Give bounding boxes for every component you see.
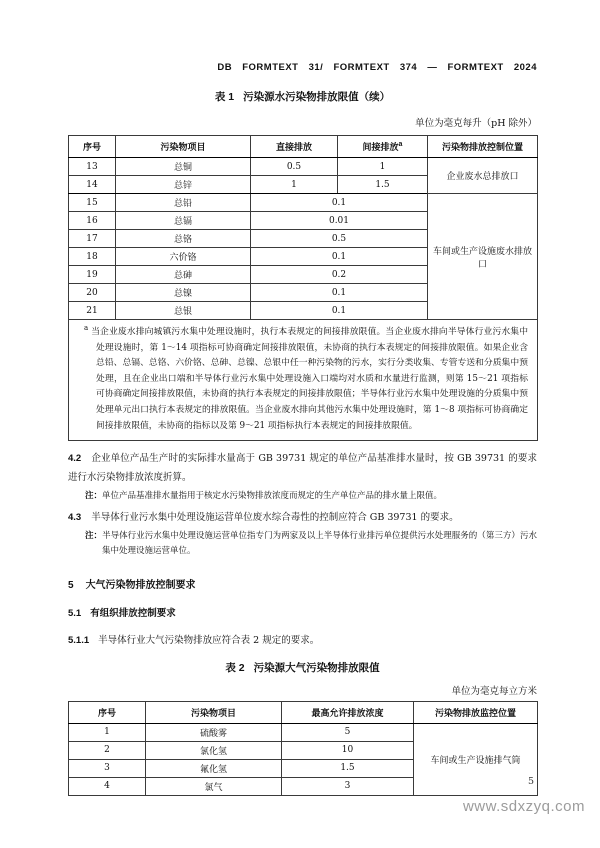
table1-footnote-row <box>69 320 538 441</box>
col-serial: 序号 <box>69 136 116 158</box>
table1-unit-note: 单位为毫克每升（pH 除外） <box>415 118 537 129</box>
location-group1-cell: 企业废水总排放口 <box>428 158 538 194</box>
clause-4-2-number: 4.2 <box>68 453 82 465</box>
col-max-concentration: 最高允许排放浓度 <box>282 701 414 723</box>
table1-water-pollutant-limits <box>68 135 538 441</box>
col-pollutant: 污染物项目 <box>116 136 251 158</box>
table-row: 2 氯化氢 10 <box>69 741 538 759</box>
table-row: 13 总铜 0.5 1 企业废水总排放口 <box>69 158 538 176</box>
table2-title <box>68 660 537 675</box>
table1-footnote: $^a$ 当企业废水排向城镇污水集中处理设施时，执行本表规定的间接排放限值。当企业废水排向半导体行业污水集中处理设施时，第 1～14 项指标可协商确定间接排放限值，未协商的执行本表规定的间接排放限值。如果企业含总铅、总镉、总铬、六价铬、总砷、总镍、总银中任一种污染物的污水，实行分类收集、专管专送和分质集中预处理，且在企业出口端和半导体行业污水集中处理设施入口端均对水质和水量进行监测，则第 15～21 项指标可协商确定间接排放限值，未协商的执行本表规定的间接排放限值；半导体行业污水集中处理设施的分质集中预处理单元出口执行本表规定的排放限值。当企业废水排向其他污水集中处理设施时，第 1～8 项指标可协商确定间接排放限值，未协商的指标以及第 9～21 项指标执行本表规定的间接排放限值。 <box>69 320 538 441</box>
table1-title-text: 污染源水污染物排放限值（续） <box>243 91 391 103</box>
col-monitor-location: 污染物排放监控位置 <box>414 701 538 723</box>
table-row: 21 总银 0.1 <box>69 302 538 320</box>
table2-header-row <box>69 701 538 723</box>
table2-title-prefix: 表 2 <box>225 661 245 674</box>
indirect-superscript: a <box>398 141 403 148</box>
clause-5-1-1 <box>68 631 537 650</box>
table1-header-row <box>69 136 538 158</box>
clause-5-1-1-text: 半导体行业大气污染物排放应符合表 2 规定的要求。 <box>98 634 320 646</box>
clause-4-3 <box>68 508 537 527</box>
table-row: 14 总锌 1 1.5 <box>69 176 538 194</box>
table1-title <box>68 89 537 104</box>
clause-4-2 <box>68 449 537 487</box>
monitor-location-cell: 车间或生产设施排气筒 <box>414 723 538 795</box>
table-row: 17 总铬 0.5 <box>69 230 538 248</box>
clause-4-3-number: 4.3 <box>68 511 82 523</box>
col-pollutant: 污染物项目 <box>146 701 282 723</box>
table-row: 3 氟化氢 1.5 <box>69 759 538 777</box>
table-row: 16 总镉 0.01 <box>69 212 538 230</box>
note-label: 注： <box>85 529 103 540</box>
table-row: 4 氯气 3 <box>69 777 538 795</box>
col-serial: 序号 <box>69 701 146 723</box>
note-label: 注： <box>85 490 103 501</box>
col-direct: 直接排放 <box>251 136 338 158</box>
table-row: 19 总砷 0.2 <box>69 266 538 284</box>
clause-4-3-note: 注：半导体行业污水集中处理设施运营单位指专门为两家及以上半导体行业排污单位提供污水处理服务的（第三方）污水集中处理设施运营单位。 <box>85 529 537 557</box>
section-5-1-heading: 5.1 有组织排放控制要求 <box>68 607 176 619</box>
section-5-heading: 5 大气污染物排放控制要求 <box>68 579 196 591</box>
table2-title-text: 污染源大气污染物排放限值 <box>253 661 380 674</box>
document-page <box>68 62 537 796</box>
table-row: 18 六价铬 0.1 <box>69 248 538 266</box>
clause-5-1-1-number: 5.1.1 <box>68 634 90 646</box>
table-row: 15 总铅 0.1 车间或生产设施废水排放口 <box>69 194 538 212</box>
table1-title-prefix: 表 1 <box>214 91 235 103</box>
table-row: 20 总镍 0.1 <box>69 284 538 302</box>
clause-4-2-text: 企业单位产品生产时的实际排水量高于 GB 39731 规定的单位产品基准排水量时，按 GB 39731 的要求进行水污染物排放浓度折算。 <box>68 453 537 484</box>
footnote-marker: a <box>84 324 89 333</box>
watermark-text: www.sdxzyq.com <box>462 798 585 815</box>
table2-unit-note: 单位为毫克每立方米 <box>451 685 537 697</box>
col-indirect: 间接排放$^a$ <box>338 136 428 158</box>
col-control-location: 污染物排放控制位置 <box>428 136 538 158</box>
location-group2-cell: 车间或生产设施废水排放口 <box>428 194 538 320</box>
standard-number-header: DB FORMTEXT 31/ FORMTEXT 374 — FORMTEXT 2024 <box>217 62 537 73</box>
clause-4-2-note: 注：单位产品基准排水量指用于核定水污染物排放浓度而规定的生产单位产品的排水量上限值。 <box>85 490 443 502</box>
table2-air-pollutant-limits <box>68 701 538 796</box>
clause-4-3-text: 半导体行业污水集中处理设施运营单位废水综合毒性的控制应符合 GB 39731 的要求。 <box>91 511 459 523</box>
page-number: 5 <box>527 776 534 787</box>
table-row: 1 硫酸雾 5 车间或生产设施排气筒 <box>69 723 538 741</box>
